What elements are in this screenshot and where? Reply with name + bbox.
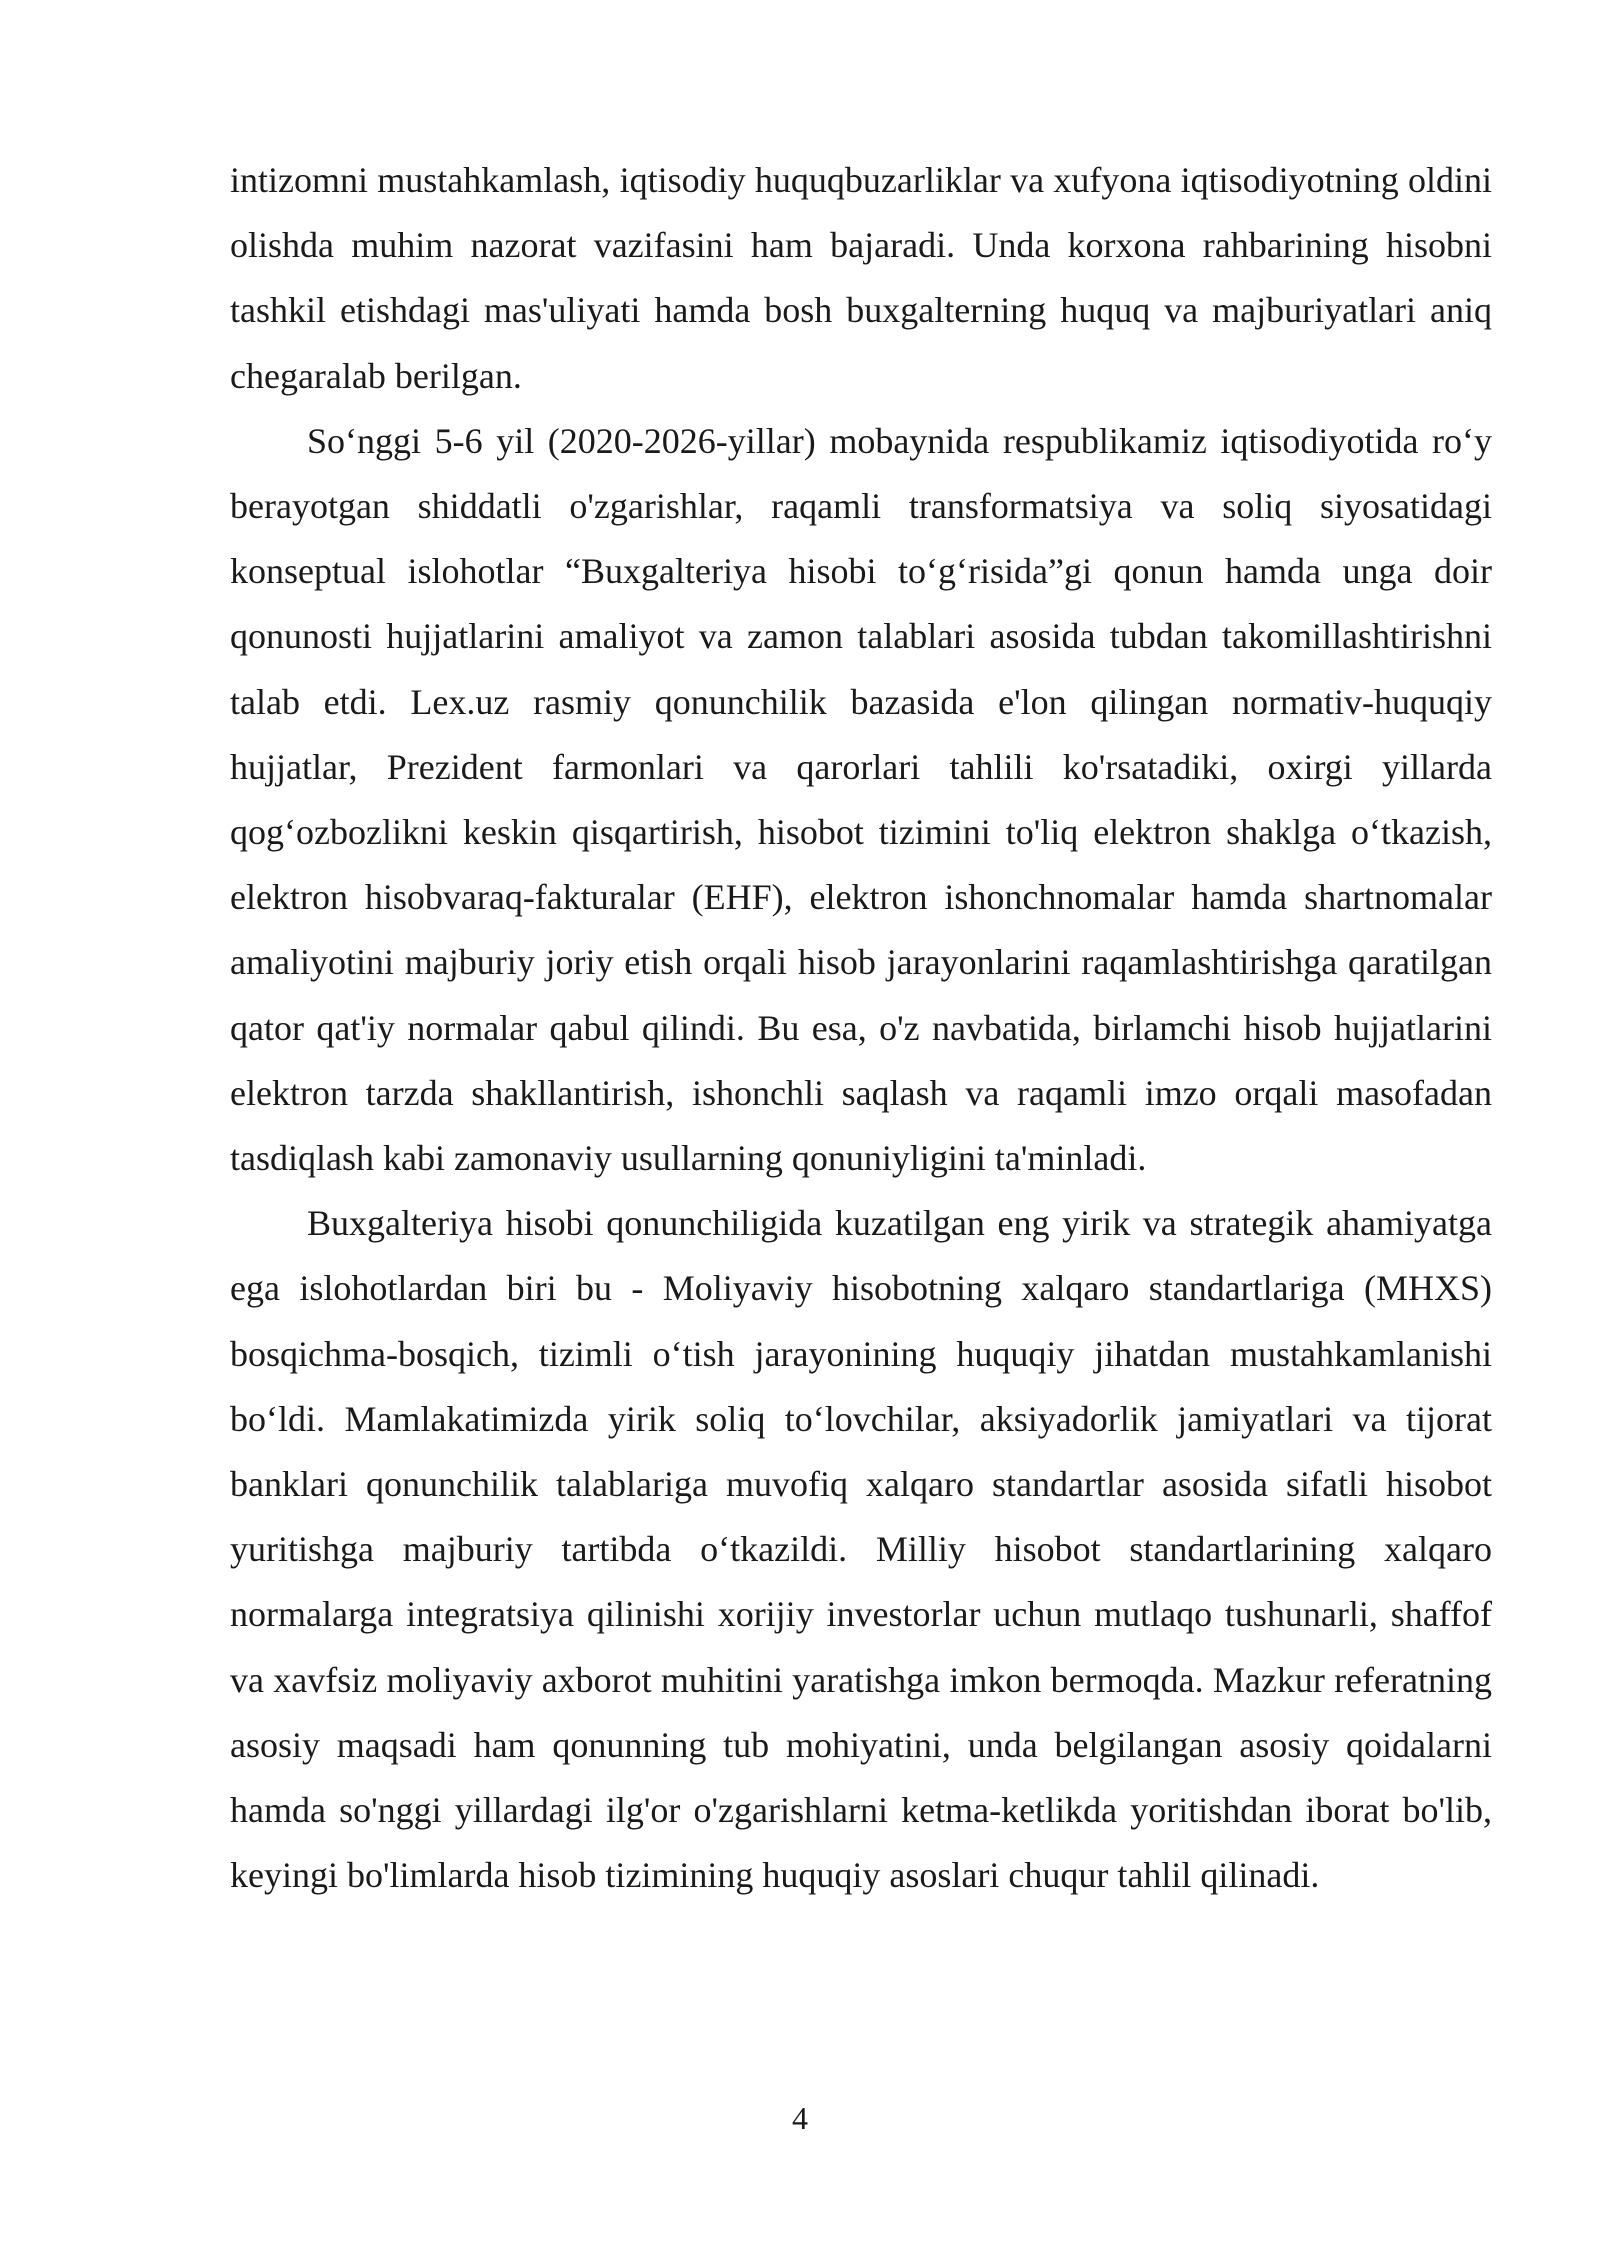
paragraph-ifrs-transition: Buxgalteriya hisobi qonunchiligida kuzatilgan eng yirik va strategik ahamiyatga ega islohotlardan biri bu - Moliyaviy hisobotning xalqaro standartlariga (MHXS) bosqichma-bosqich, tizimli o‘tish jarayonining huquqiy jihatdan mustahkamlanishi bo‘ldi. Mamlakatimizda yirik soliq to‘lovchilar, aksiyadorlik jamiyatlari va tijorat banklari qonunchilik talablariga muvofiq xalqaro standartlar asosida sifatli hisobot yuritishga majburiy tartibda o‘tkazildi. Milliy hisobot standartlarining xalqaro normalarga integratsiya qilinishi xorijiy investorlar uchun mutlaqo tushunarli, shaffof va xavfsiz moliyaviy axborot muhitini yaratishga imkon bermoqda. Mazkur referatning asosiy maqsadi ham qonunning tub mohiyatini, unda belgilangan asosiy qoidalarni hamda so'nggi yillardagi ilg'or o'zgarishlarni ketma-ketlikda yoritishdan iborat bo'lib, keyingi bo'limlarda hisob tizimining huquqiy asoslari chuqur tahlil qilinadi. [230, 1203, 1492, 1896]
paragraph-digital-reforms: So‘nggi 5-6 yil (2020-2026-yillar) mobaynida respublikamiz iqtisodiyotida ro‘y berayotgan shiddatli o'zgarishlar, raqamli transformatsiya va soliq siyosatidagi konseptual islohotlar “Buxgalteriya hisobi to‘g‘risida”gi qonun hamda unga doir qonunosti hujjatlarini amaliyot va zamon talablari asosida tubdan takomillashtirishni talab etdi. Lex.uz rasmiy qonunchilik bazasida e'lon qilingan normativ-huquqiy hujjatlar, Prezident farmonlari va qarorlari tahlili ko'rsatadiki, oxirgi yillarda qog‘ozbozlikni keskin qisqartirish, hisobot tizimini to'liq elektron shaklga o‘tkazish, elektron hisobvaraq-fakturalar (EHF), elektron ishonchnomalar hamda shartnomalar amaliyotini majburiy joriy etish orqali hisob jarayonlarini raqamlashtirishga qaratilgan qator qat'iy normalar qabul qilindi. Bu esa, o'z navbatida, birlamchi hisob hujjatlarini elektron tarzda shakllantirish, ishonchli saqlash va raqamli imzo orqali masofadan tasdiqlash kabi zamonaviy usullarning qonuniyligini ta'minladi. [230, 420, 1492, 1179]
body-text [230, 148, 1492, 1908]
paragraph-continued: intizomni mustahkamlash, iqtisodiy huquqbuzarliklar va xufyona iqtisodiyotning oldini olishda muhim nazorat vazifasini ham bajaradi. Unda korxona rahbarining hisobni tashkil etishdagi mas'uliyati hamda bosh buxgalterning huquq va majburiyatlari aniq chegaralab berilgan. [230, 160, 1492, 396]
page-number: 4 [792, 2100, 808, 2136]
